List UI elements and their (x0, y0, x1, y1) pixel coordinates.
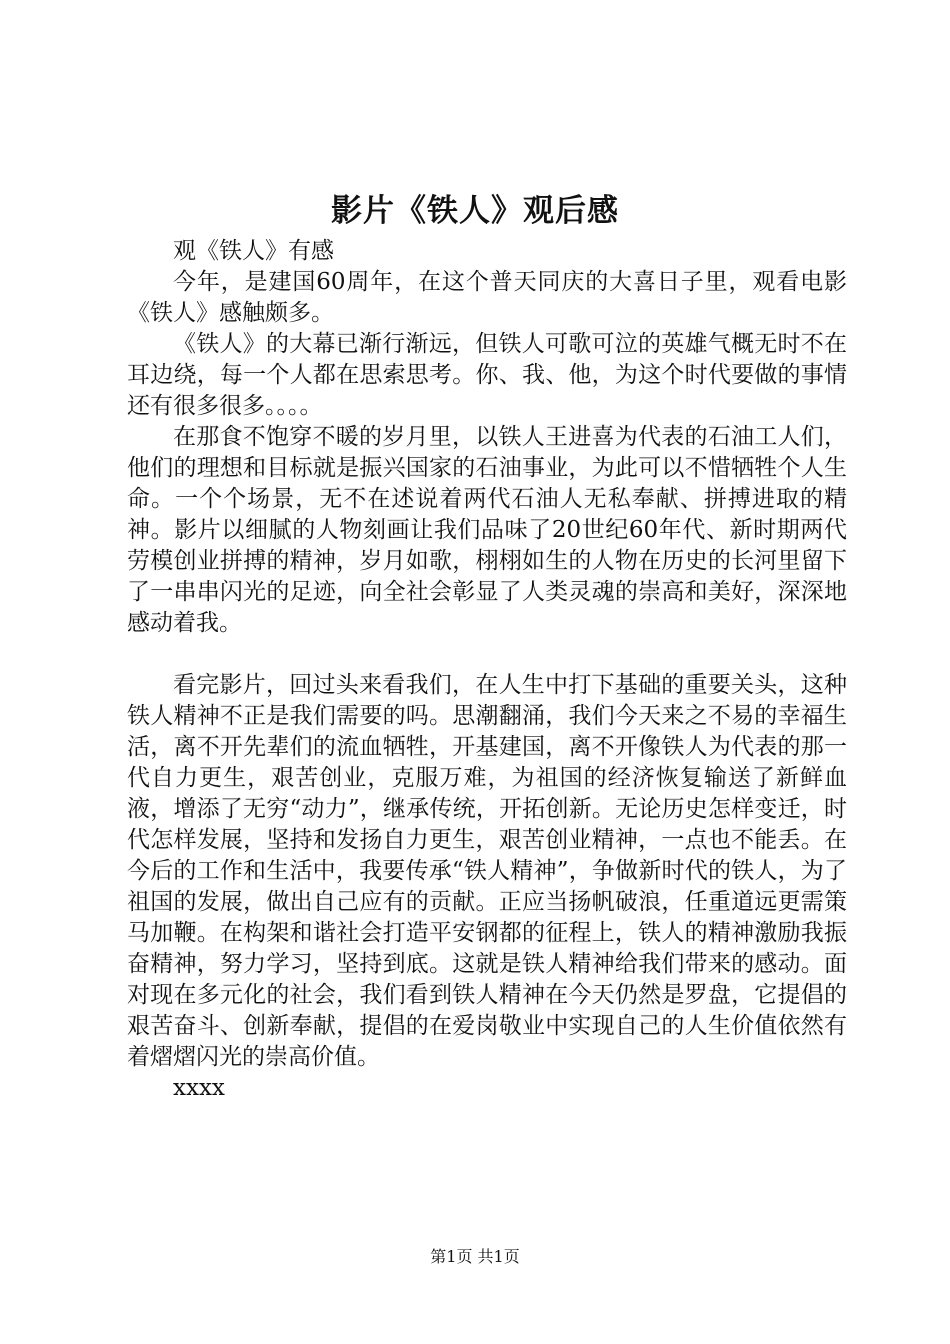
document-title: 影片《铁人》观后感 (331, 193, 619, 229)
paragraph-1: 今年，是建国60周年，在这个普天同庆的大喜日子里，观看电影《铁人》感触颇多。 (127, 269, 847, 326)
page-footer: 第1页 共1页 (430, 1247, 520, 1266)
paragraph-3: 在那食不饱穿不暖的岁月里，以铁人王进喜为代表的石油工人们，他们的理想和目标就是振兴国家的石油事业，为此可以不惜牺牲个人生命。一个个场景，无不在述说着两代石油人无私奉献、拼搏进取的精神。影片以细腻的人物刻画让我们品味了20世纪60年代、新时期两代劳模创业拼搏的精神，岁月如歌，栩栩如生的人物在历史的长河里留下了一串串闪光的足迹，向全社会彰显了人类灵魂的崇高和美好，深深地感动着我。 (127, 424, 847, 636)
paragraph-4: 看完影片，回过头来看我们，在人生中打下基础的重要关头，这种铁人精神不正是我们需要的吗。思潮翻涌，我们今天来之不易的幸福生活，离不开先辈们的流血牺牲，开基建国，离不开像铁人为代表的那一代自力更生，艰苦创业，克服万难，为祖国的经济恢复输送了新鲜血液，增添了无穷“动力”，继承传统，开拓创新。无论历史怎样变迁，时代怎样发展，坚持和发扬自力更生，艰苦创业精神，一点也不能丢。在今后的工作和生活中，我要传承“铁人精神”，争做新时代的铁人，为了祖国的发展，做出自己应有的贡献。正应当扬帆破浪，任重道远更需策马加鞭。在构架和谐社会打造平安钢都的征程上，铁人的精神激励我振奋精神，努力学习，坚持到底。这就是铁人精神给我们带来的感动。面对现在多元化的社会，我们看到铁人精神在今天仍然是罗盘，它提倡的艰苦奋斗、创新奉献，提倡的在爱岗敬业中实现自己的人生价值依然有着熠熠闪光的崇高价值。 (127, 672, 847, 1070)
signature: xxxx (173, 1075, 225, 1101)
document-body (127, 236, 847, 1104)
paragraph-2: 《铁人》的大幕已渐行渐远，但铁人可歌可泣的英雄气概无时不在耳边绕，每一个人都在思索思考。你、我、他，为这个时代要做的事情还有很多很多。。。。 (127, 331, 847, 419)
subtitle-line: 观《铁人》有感 (173, 238, 334, 264)
